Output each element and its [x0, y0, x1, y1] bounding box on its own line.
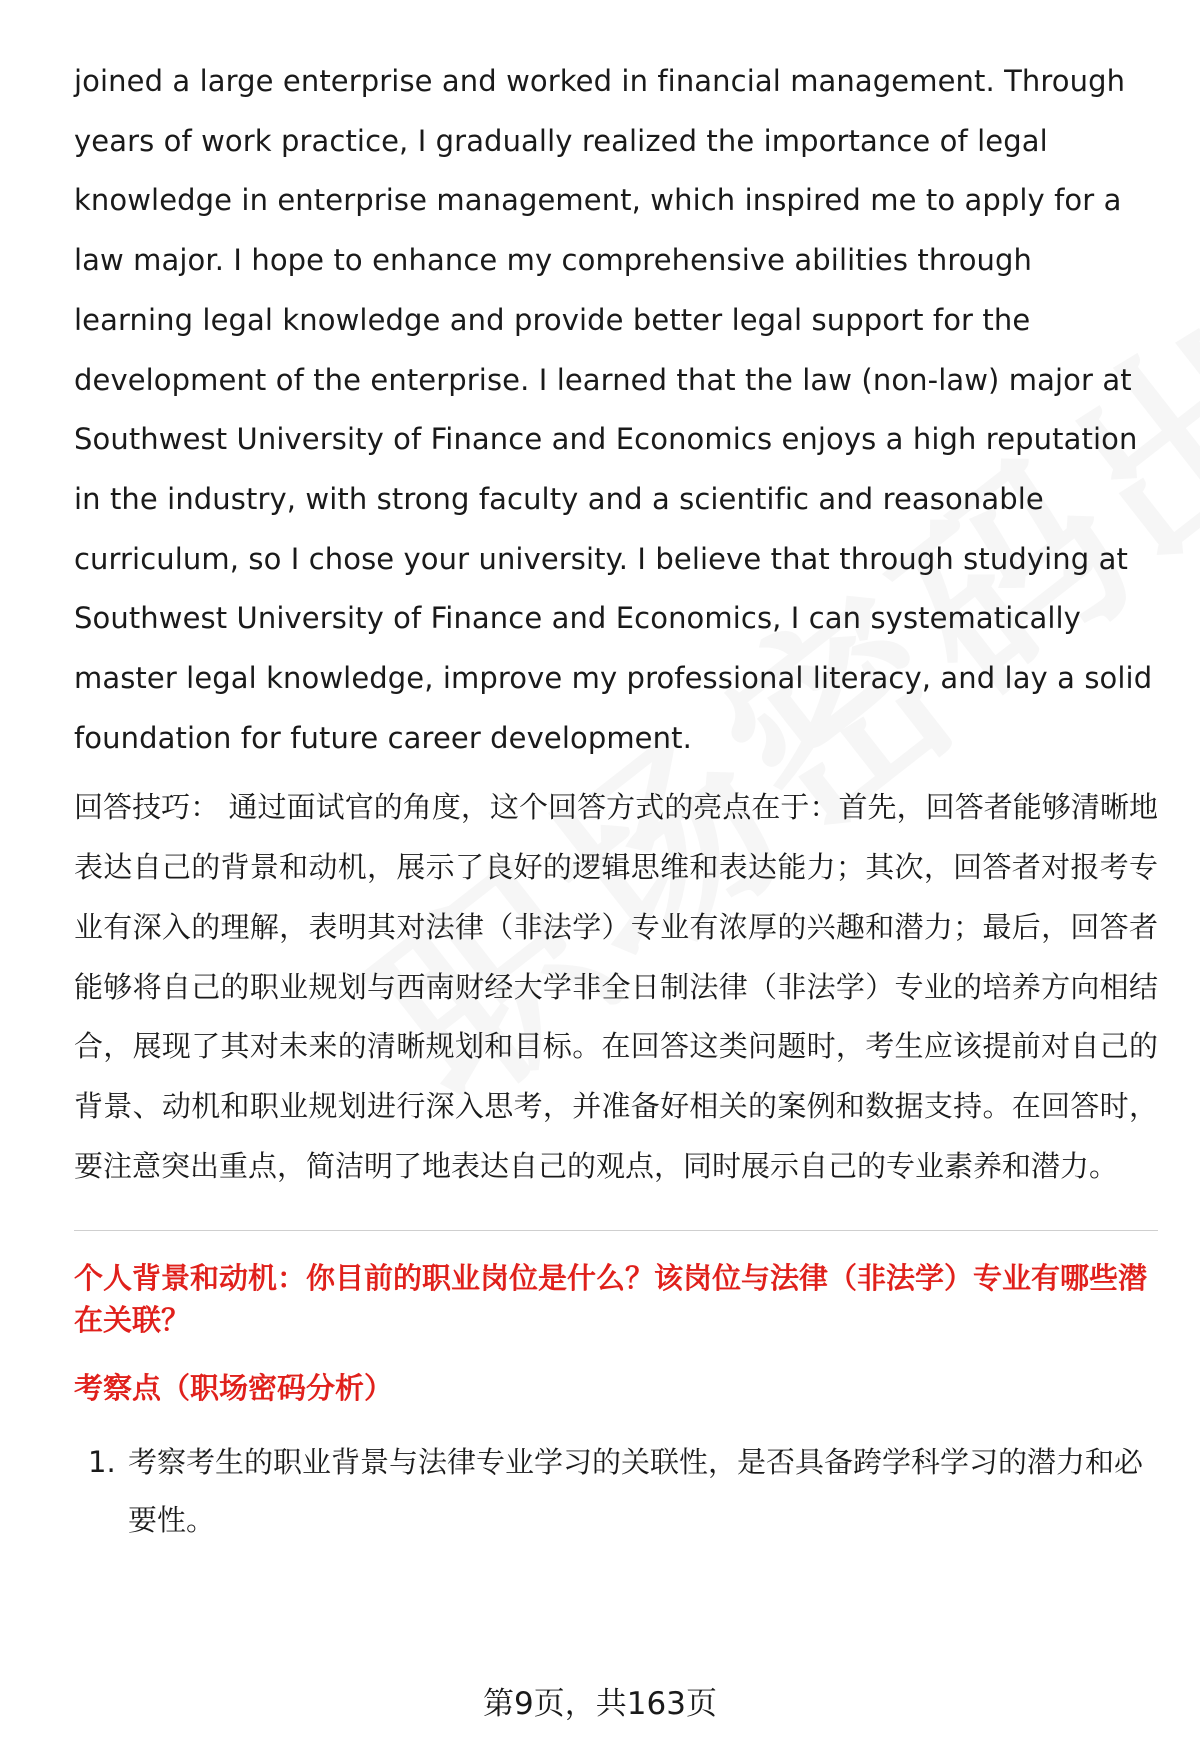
section-divider [74, 1230, 1158, 1231]
document-page [74, 52, 1158, 1549]
list-item-number: 1. [88, 1445, 116, 1480]
list-item-text: 考察考生的职业背景与法律专业学习的关联性，是否具备跨学科学习的潜力和必要性。 [128, 1445, 1144, 1538]
answer-tips-paragraph: 回答技巧： 通过面试官的角度，这个回答方式的亮点在于：首先，回答者能够清晰地表达自己的背景和动机，展示了良好的逻辑思维和表达能力；其次，回答者对报考专业有深入的理解，表明其对法律（非法学）专业有浓厚的兴趣和潜力；最后，回答者能够将自己的职业规划与西南财经大学非全日制法律（非法学）专业的培养方向相结合，展现了其对未来的清晰规划和目标。在回答这类问题时，考生应该提前对自己的背景、动机和职业规划进行深入思考，并准备好相关的案例和数据支持。在回答时，要注意突出重点，简洁明了地表达自己的观点，同时展示自己的专业素养和潜力。 [74, 790, 1158, 1183]
assessment-points-heading: 考察点（职场密码分析） [74, 1371, 394, 1406]
question-title: 个人背景和动机：你目前的职业岗位是什么？该岗位与法律（非法学）专业有哪些潜在关联？ [74, 1261, 1148, 1338]
list-item [74, 1433, 1158, 1549]
page-number-footer: 第9页，共163页 [483, 1686, 717, 1722]
assessment-points-list [74, 1433, 1158, 1549]
answer-continuation-paragraph: joined a large enterprise and worked in financial management. Through years of work practice, I gradually realized the importance of legal knowledge in enterprise management, which inspired me to apply for a law major. I hope to enhance my comprehensive abilities through learning legal knowledge and provide better legal support for the development of the enterprise. I learned that the law (non-law) major at Southwest University of Finance and Economics enjoys a high reputation in the industry, with strong faculty and a scientific and reasonable curriculum, so I chose your university. I believe that through studying at Southwest University of Finance and Economics, I can systematically master legal knowledge, improve my professional literacy, and lay a solid foundation for future career development. [74, 64, 1153, 755]
